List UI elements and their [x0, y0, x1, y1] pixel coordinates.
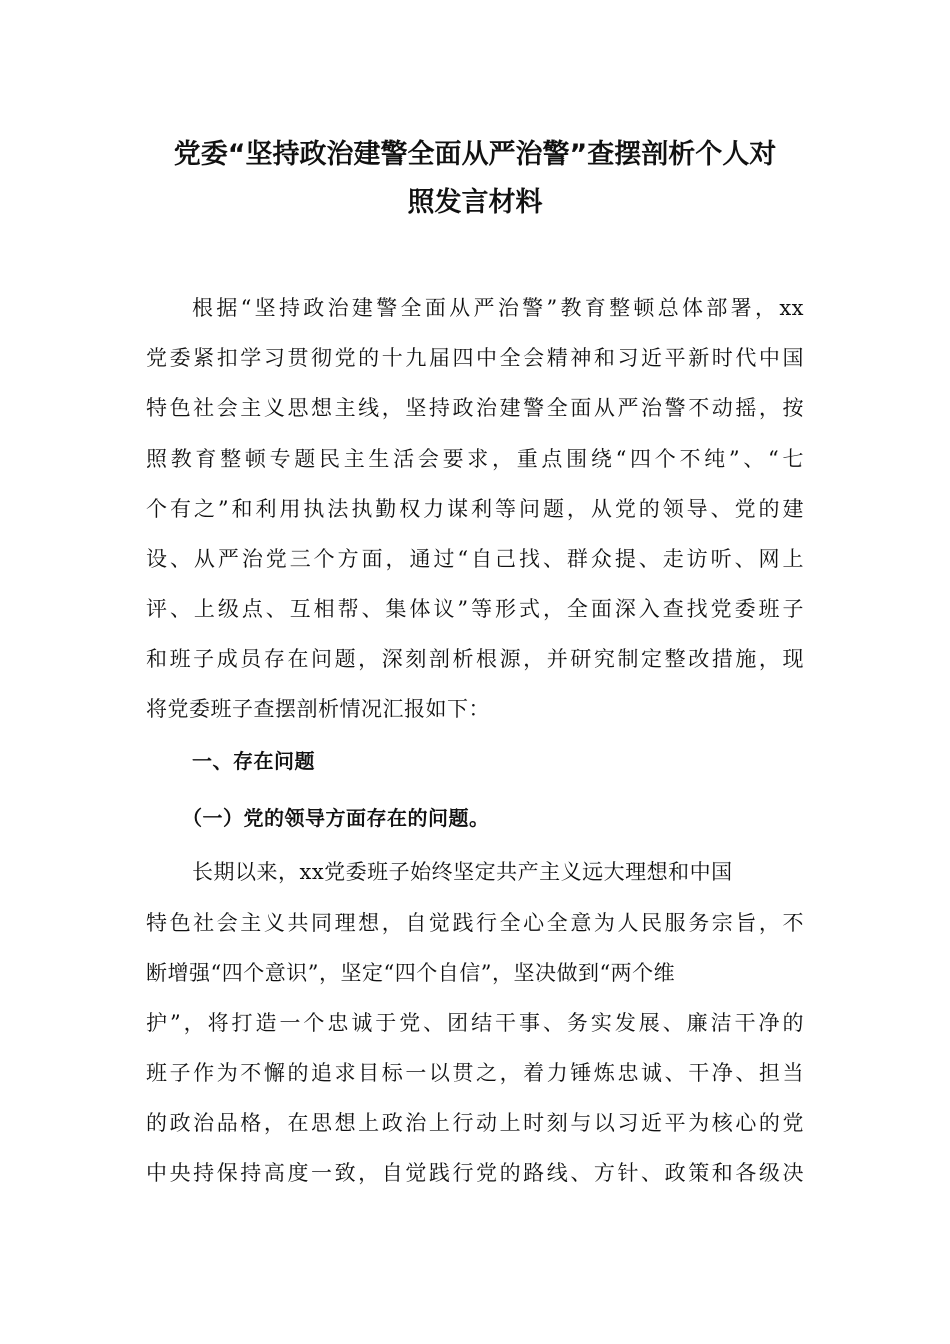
- document-title-line-2: 照发言材料: [407, 187, 543, 218]
- body-paragraph-line: 班子作为不懈的追求目标一以贯之，着力锤炼忠诚、干净、担当: [146, 1061, 804, 1085]
- body-paragraph-line: 断增强“四个意识”，坚定“四个自信”，坚决做到“两个维: [146, 961, 676, 985]
- body-paragraph-line: 特色社会主义共同理想，自觉践行全心全意为人民服务宗旨，不: [146, 911, 804, 935]
- intro-paragraph-line: 党委紧扣学习贯彻党的十九届四中全会精神和习近平新时代中国: [146, 346, 804, 370]
- body-paragraph-line: 中央持保持高度一致，自觉践行党的路线、方针、政策和各级决: [146, 1161, 804, 1185]
- body-paragraph-line: 长期以来，xx党委班子始终坚定共产主义远大理想和中国: [192, 860, 733, 884]
- intro-paragraph-line: 个有之”和利用执法执勤权力谋利等问题，从党的领导、党的建: [146, 497, 804, 521]
- body-paragraph-line: 护”，将打造一个忠诚于党、团结干事、务实发展、廉洁干净的: [146, 1011, 804, 1035]
- intro-paragraph-line: 照教育整顿专题民主生活会要求，重点围绕“四个不纯”、“七: [146, 447, 804, 471]
- intro-paragraph-line: 评、上级点、互相帮、集体议”等形式，全面深入查找党委班子: [146, 597, 804, 621]
- intro-paragraph-line: 将党委班子查摆剖析情况汇报如下：: [146, 697, 490, 721]
- document-title-line-1: 党委“坚持政治建警全面从严治警”查摆剖析个人对: [173, 139, 777, 170]
- section-heading: 一、存在问题: [192, 749, 315, 773]
- intro-paragraph-line: 设、从严治党三个方面，通过“自己找、群众提、走访听、网上: [146, 547, 804, 571]
- intro-paragraph-line: 根据“坚持政治建警全面从严治警”教育整顿总体部署，xx: [192, 296, 804, 320]
- subsection-heading: （一）党的领导方面存在的问题。: [182, 806, 490, 830]
- intro-paragraph-line: 和班子成员存在问题，深刻剖析根源，并研究制定整改措施，现: [146, 647, 804, 671]
- body-paragraph-line: 的政治品格，在思想上政治上行动上时刻与以习近平为核心的党: [146, 1111, 804, 1135]
- intro-paragraph-line: 特色社会主义思想主线，坚持政治建警全面从严治警不动摇，按: [146, 396, 804, 420]
